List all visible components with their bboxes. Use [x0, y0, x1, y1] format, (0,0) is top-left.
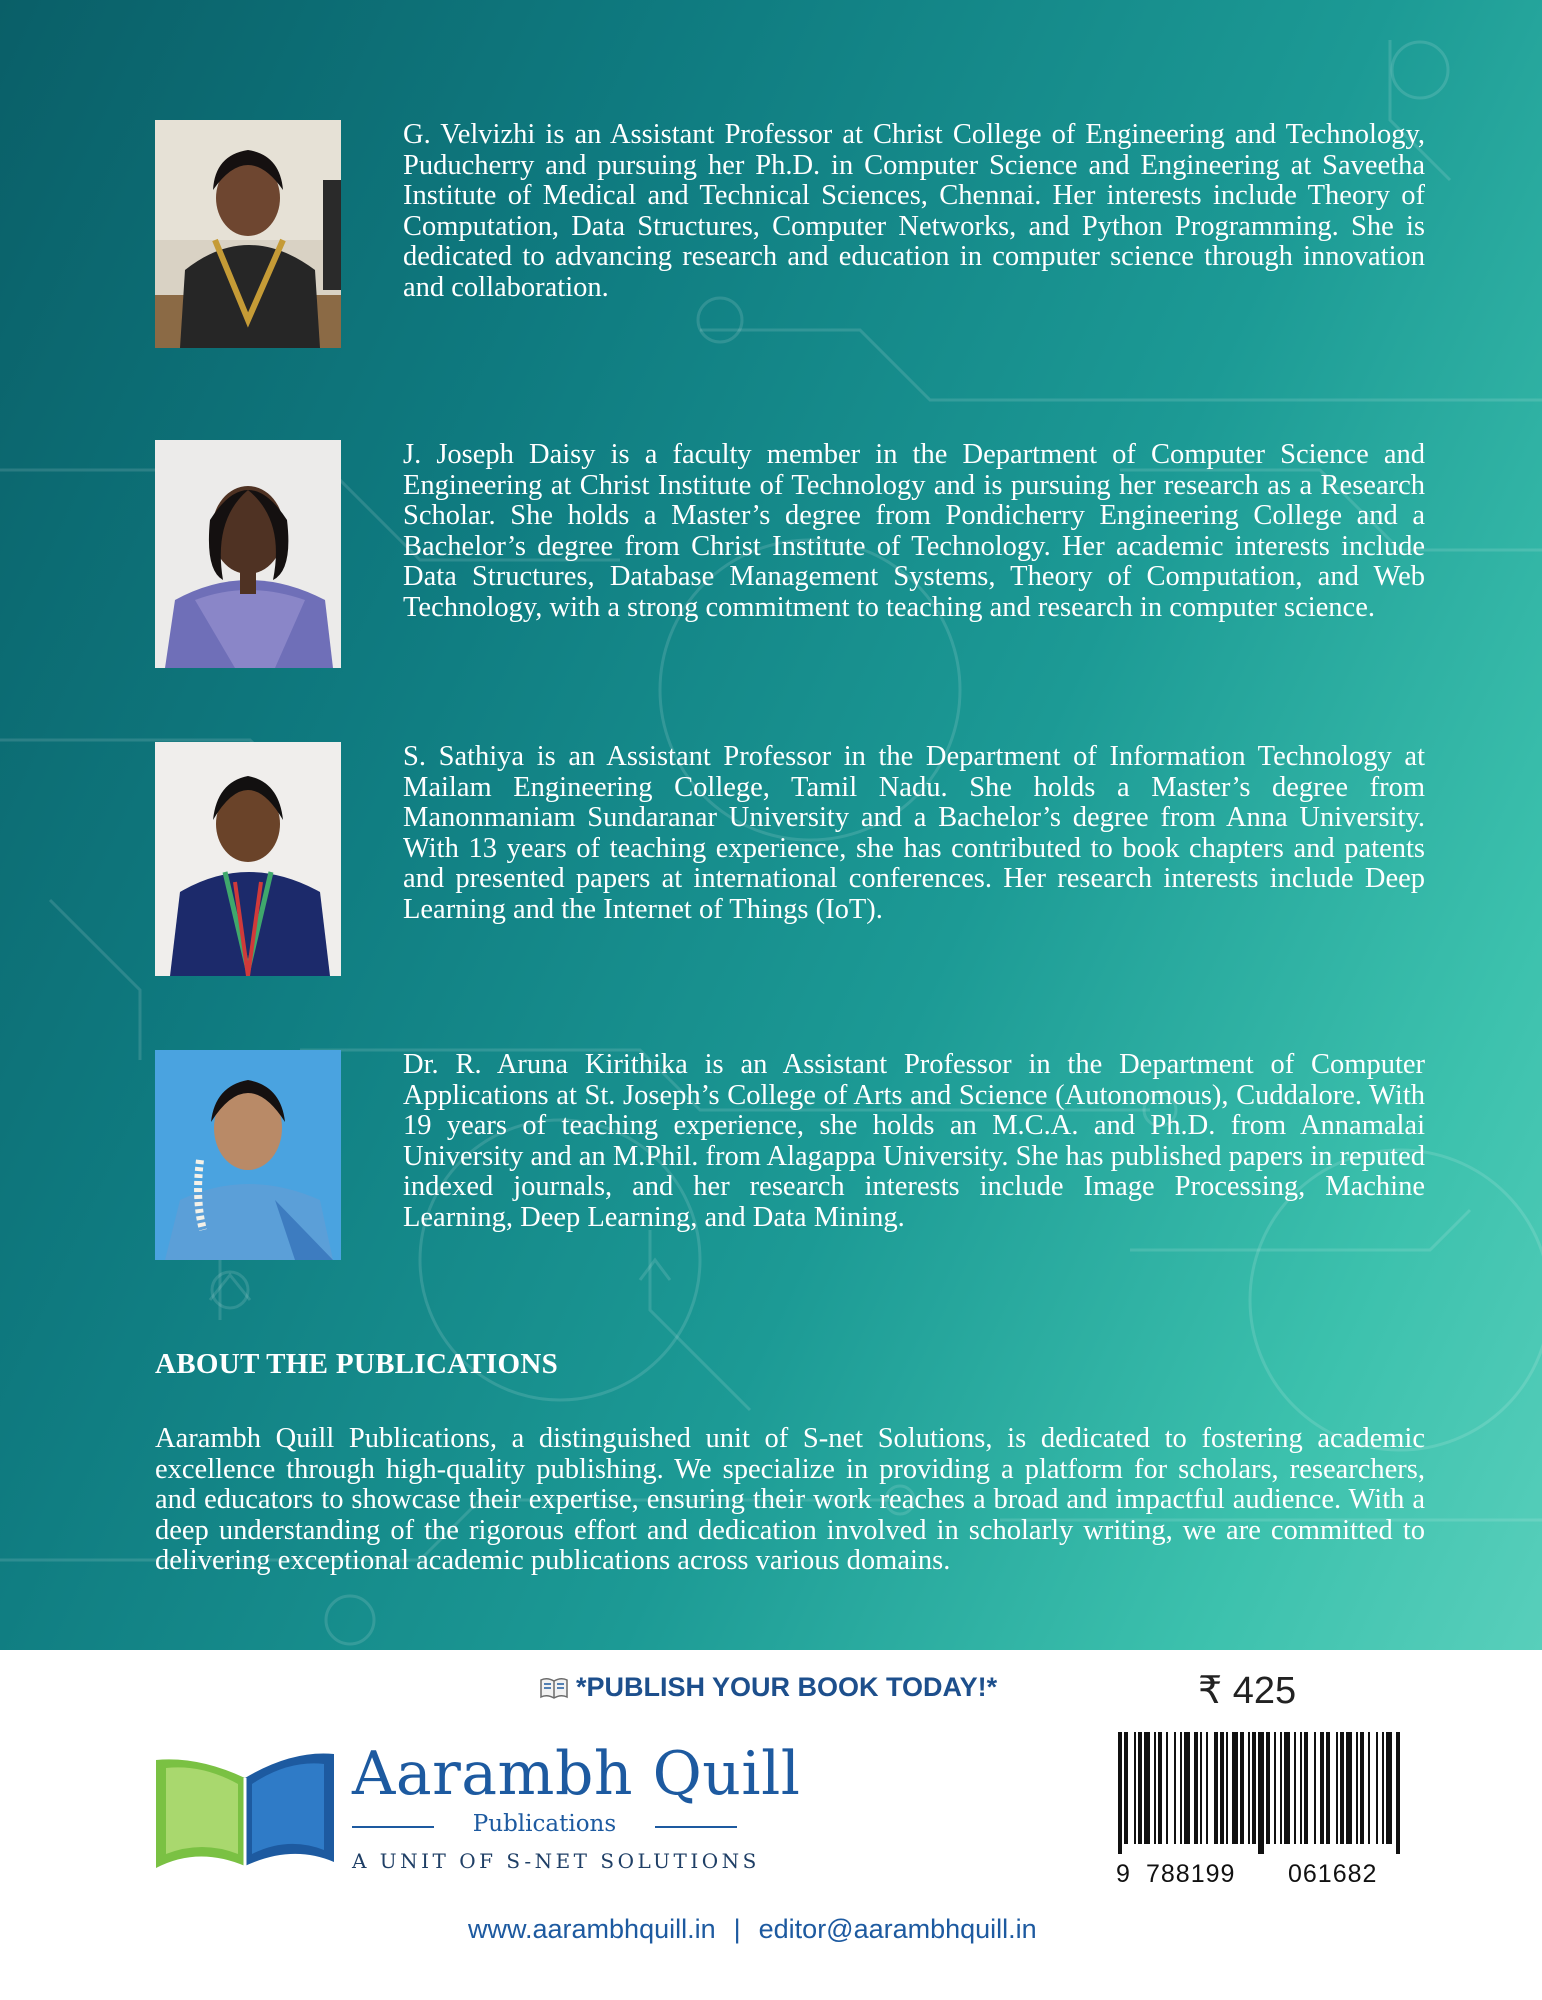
barcode-bar: [1280, 1732, 1282, 1844]
barcode-bar: [1314, 1732, 1316, 1844]
barcode-bar: [1356, 1732, 1358, 1844]
author-bio: J. Joseph Daisy is a faculty member in the Department of Computer Science and Engineering at Christ Institute of Technology and is pursuing her research as a Research Scholar. She holds a Master’s degree from Pondicherry Engineering College and a Bachelor’s degree from Christ Institute of Technology. Her academic interests include Data Structures, Database Management Systems, Theory of Computation, and Web Technology, with a strong commitment to teaching and research in computer science.: [403, 439, 1425, 623]
author-photo: [155, 742, 341, 976]
barcode-bar: [1346, 1732, 1352, 1844]
isbn-barcode: [1118, 1732, 1402, 1854]
barcode-bar: [1220, 1732, 1224, 1844]
barcode-bar: [1396, 1732, 1400, 1854]
contact-line: [468, 1914, 1037, 1945]
barcode-bar: [1326, 1732, 1330, 1844]
barcode-bar: [1304, 1732, 1308, 1844]
barcode-bar: [1368, 1732, 1370, 1844]
barcode-bar: [1124, 1732, 1128, 1844]
barcode-bar: [1360, 1732, 1364, 1844]
barcode-bar: [1180, 1732, 1182, 1844]
author-bio: G. Velvizhi is an Assistant Professor at Christ College of Engineering and Technology, Puducherry and pursuing her Ph.D. in Computer Science and Engineering at Saveetha Institute of Medical and Technical Sciences, Chennai. Her interests include Theory of Computation, Data Structures, Computer Networks, and Python Programming. She is dedicated to advancing research and education in computer science through innovation and collaboration.: [403, 119, 1425, 303]
about-publications-text: Aarambh Quill Publications, a distinguished unit of S-net Solutions, is dedicated to fostering academic excellence through high-quality publishing. We specialize in providing a platform for scholars, researchers, and educators to showcase their expertise, ensuring their work reaches a broad and impactful audience. With a deep understanding of the rigorous effort and dedication involved in scholarly writing, we are committed to delivering exceptional academic publications across various domains.: [155, 1423, 1425, 1577]
barcode-bar: [1274, 1732, 1276, 1844]
barcode-bar: [1320, 1732, 1324, 1844]
open-book-icon: [540, 1675, 568, 1706]
barcode-bar: [1158, 1732, 1162, 1844]
barcode-bar: [1376, 1732, 1378, 1844]
author-photo: [155, 1050, 341, 1260]
barcode-bar: [1258, 1732, 1264, 1854]
barcode-bar: [1386, 1732, 1392, 1844]
barcode-bar: [1144, 1732, 1150, 1844]
barcode-bar: [1382, 1732, 1384, 1844]
author-photo: [155, 440, 341, 668]
author-bio: S. Sathiya is an Assistant Professor in the Department of Information Technology at Mailam Engineering College, Tamil Nadu. She holds a Master’s degree from Manonmaniam Sundaranar University and a Bachelor’s degree from Anna University. With 13 years of teaching experience, she has contributed to book chapters and patents and presented papers at international conferences. Her research interests include Deep Learning and the Internet of Things (IoT).: [403, 741, 1425, 925]
barcode-bar: [1284, 1732, 1290, 1844]
barcode-bar: [1248, 1732, 1250, 1844]
website-link[interactable]: www.aarambhquill.in: [468, 1914, 716, 1944]
barcode-bar: [1240, 1732, 1244, 1844]
divider-line: [655, 1826, 737, 1828]
contact-separator: |: [733, 1914, 741, 1944]
barcode-bar: [1166, 1732, 1168, 1844]
open-book-logo: [152, 1750, 338, 1870]
barcode-bar: [1336, 1732, 1338, 1844]
publisher-name: Aarambh Quill: [352, 1739, 801, 1809]
barcode-bar: [1184, 1732, 1190, 1844]
publisher-footer: [0, 1650, 1542, 2000]
author-photo: [155, 120, 341, 348]
barcode-bar: [1226, 1732, 1228, 1844]
barcode-bar: [1214, 1732, 1218, 1844]
barcode-bar: [1174, 1732, 1176, 1844]
publish-promo: [540, 1672, 997, 1706]
publisher-tagline: A UNIT OF S-NET SOLUTIONS: [352, 1849, 760, 1873]
isbn-prefix-digit: 9: [1116, 1860, 1131, 1888]
barcode-bar: [1194, 1732, 1198, 1844]
price-label: ₹ 425: [1198, 1670, 1297, 1712]
barcode-bar: [1154, 1732, 1156, 1844]
publisher-subtitle-row: [352, 1811, 737, 1841]
publisher-subtitle: Publications: [472, 1811, 617, 1837]
about-publications-heading: ABOUT THE PUBLICATIONS: [155, 1348, 559, 1380]
barcode-bar: [1134, 1732, 1136, 1844]
barcode-bar: [1200, 1732, 1202, 1844]
barcode-bar: [1118, 1732, 1122, 1854]
barcode-bar: [1340, 1732, 1344, 1844]
author-bio: Dr. R. Aruna Kirithika is an Assistant Professor in the Department of Computer Applications at St. Joseph’s College of Arts and Science (Autonomous), Cuddalore. With 19 years of teaching experience, she holds an M.C.A. and Ph.D. from Annamalai University and an M.Phil. from Alagappa University. She has published papers in reputed indexed journals, and her research interests include Image Processing, Machine Learning, Deep Learning, and Data Mining.: [403, 1049, 1425, 1233]
barcode-bar: [1252, 1732, 1256, 1844]
promo-text: *PUBLISH YOUR BOOK TODAY!*: [576, 1672, 998, 1702]
isbn-right-digits: 061682: [1288, 1860, 1378, 1888]
barcode-bar: [1294, 1732, 1296, 1844]
barcode-bar: [1266, 1732, 1270, 1844]
isbn-left-digits: 788199: [1146, 1860, 1236, 1888]
barcode-bar: [1206, 1732, 1208, 1844]
email-link[interactable]: editor@aarambhquill.in: [758, 1914, 1037, 1944]
barcode-bar: [1138, 1732, 1142, 1844]
barcode-bar: [1232, 1732, 1238, 1844]
barcode-bar: [1300, 1732, 1302, 1844]
